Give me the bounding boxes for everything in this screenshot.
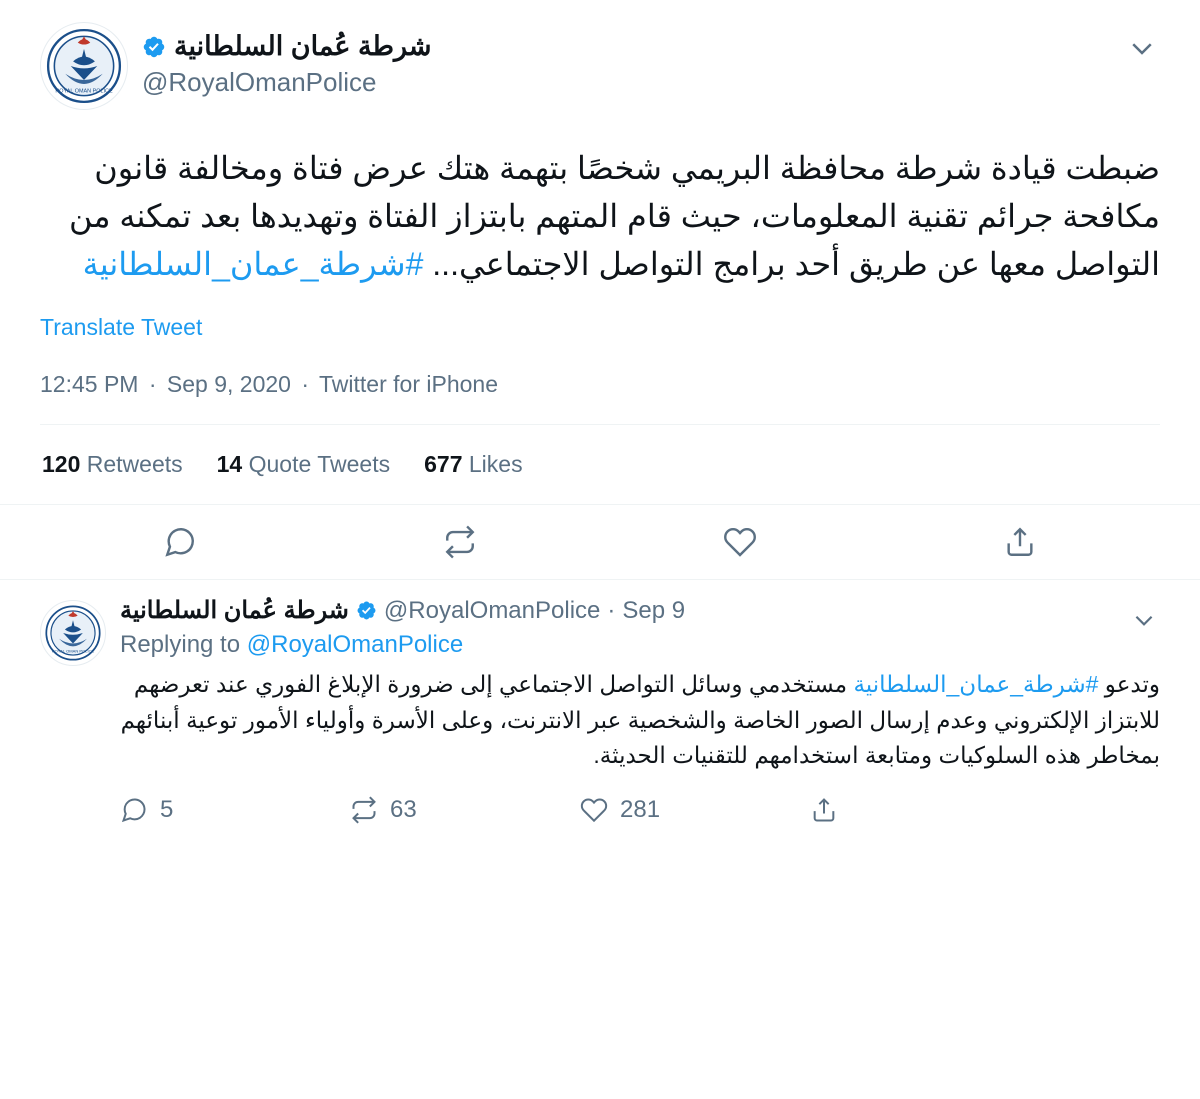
share-icon bbox=[810, 796, 838, 824]
chevron-down-icon bbox=[1127, 33, 1157, 63]
reply-hashtag[interactable]: #شرطة_عمان_السلطانية bbox=[853, 671, 1099, 697]
main-tweet-author-row bbox=[40, 16, 1160, 110]
reply-icon[interactable] bbox=[163, 525, 197, 559]
quote-tweets-label: Quote Tweets bbox=[248, 451, 391, 477]
reply-tweet bbox=[0, 580, 1200, 834]
meta-dot-2: · bbox=[301, 371, 310, 397]
reply-action-retweet[interactable] bbox=[350, 796, 580, 824]
tweet-more-menu-button[interactable] bbox=[1124, 30, 1160, 66]
reply-count: 5 bbox=[160, 795, 174, 823]
tweet-time: 12:45 PM bbox=[40, 371, 139, 397]
tweet-stats bbox=[40, 425, 1160, 504]
reply-action-share[interactable] bbox=[810, 796, 850, 824]
quote-tweets-stat[interactable] bbox=[217, 451, 390, 478]
svg-text:ROYAL OMAN POLICE: ROYAL OMAN POLICE bbox=[55, 88, 113, 95]
quote-tweets-count: 14 bbox=[216, 451, 243, 477]
reply-action-reply[interactable] bbox=[120, 796, 350, 824]
likes-stat[interactable] bbox=[424, 451, 522, 478]
main-tweet-body: ضبطت قيادة شرطة محافظة البريمي شخصًا بتهمة هتك عرض فتاة ومخالفة قانون مكافحة جرائم تقنية المعلومات، حيث قام المتهم بابتزاز الفتاة وتهديدها بعد تمكنه من التواصل معها عن طريق أحد برامج التواصل الاجتماعي... bbox=[68, 150, 1160, 282]
verified-badge-icon bbox=[356, 600, 377, 621]
main-tweet-hashtag[interactable]: #شرطة_عمان_السلطانية bbox=[82, 246, 424, 282]
like-count: 281 bbox=[620, 795, 661, 823]
like-icon bbox=[580, 796, 608, 824]
chevron-down-icon bbox=[1131, 607, 1157, 633]
replying-to-mention[interactable]: @RoyalOmanPolice bbox=[246, 631, 464, 658]
reply-avatar[interactable] bbox=[40, 600, 106, 666]
svg-text:ROYAL OMAN POLICE: ROYAL OMAN POLICE bbox=[51, 648, 95, 654]
main-tweet bbox=[0, 0, 1200, 504]
tweet-timestamp-row bbox=[40, 371, 1160, 398]
share-icon[interactable] bbox=[1003, 525, 1037, 559]
meta-dot-1: · bbox=[148, 371, 157, 397]
reply-dot: · bbox=[607, 596, 616, 624]
replying-to-label: Replying to bbox=[120, 631, 241, 658]
avatar[interactable] bbox=[40, 22, 128, 110]
retweets-label: Retweets bbox=[86, 451, 183, 477]
author-handle[interactable]: @RoyalOmanPolice bbox=[142, 67, 377, 98]
author-display-name: شرطة عُمان السلطانية bbox=[174, 30, 432, 61]
retweet-icon bbox=[350, 796, 378, 824]
main-tweet-actions bbox=[0, 505, 1200, 579]
reply-body bbox=[120, 596, 1160, 824]
like-icon[interactable] bbox=[723, 525, 757, 559]
retweets-count: 120 bbox=[42, 451, 81, 477]
reply-action-like[interactable] bbox=[580, 796, 810, 824]
author-name-line bbox=[142, 30, 432, 64]
likes-label: Likes bbox=[468, 451, 523, 477]
reply-icon bbox=[120, 796, 148, 824]
reply-text bbox=[120, 667, 1160, 774]
reply-author-row bbox=[120, 596, 1160, 625]
reply-text-after: مستخدمي وسائل التواصل الاجتماعي إلى ضرورة الإبلاغ الفوري عند تعرضهم للابتزاز الإلكتروني وعدم إرسال الصور الخاصة والشخصية عبر الانترنت، وعلى الأسرة وأولياء الأمور توعية أبنائهم بمخاطر هذه السلوكيات ومتابعة استخدامهم للتقنيات الحديثة. bbox=[120, 671, 1160, 769]
replying-to-line bbox=[120, 631, 1160, 659]
royal-oman-police-crest-icon bbox=[44, 604, 102, 662]
retweets-stat[interactable] bbox=[42, 451, 183, 478]
tweet-source[interactable]: Twitter for iPhone bbox=[319, 371, 498, 397]
reply-date: Sep 9 bbox=[622, 596, 686, 624]
translate-tweet-link[interactable]: Translate Tweet bbox=[40, 314, 203, 340]
likes-count: 677 bbox=[424, 451, 463, 477]
main-tweet-text bbox=[40, 144, 1160, 288]
reply-display-name: شرطة عُمان السلطانية bbox=[120, 597, 349, 624]
author-identity bbox=[142, 22, 432, 102]
verified-badge-icon bbox=[142, 35, 166, 59]
reply-handle[interactable]: @RoyalOmanPolice bbox=[383, 596, 601, 624]
royal-oman-police-crest-icon bbox=[45, 27, 123, 105]
reply-actions bbox=[120, 796, 1160, 824]
reply-more-menu-button[interactable] bbox=[1128, 604, 1160, 636]
reply-text-before: وتدعو bbox=[1098, 671, 1160, 697]
tweet-date: Sep 9, 2020 bbox=[166, 371, 291, 397]
retweet-count: 63 bbox=[390, 795, 417, 823]
retweet-icon[interactable] bbox=[443, 525, 477, 559]
